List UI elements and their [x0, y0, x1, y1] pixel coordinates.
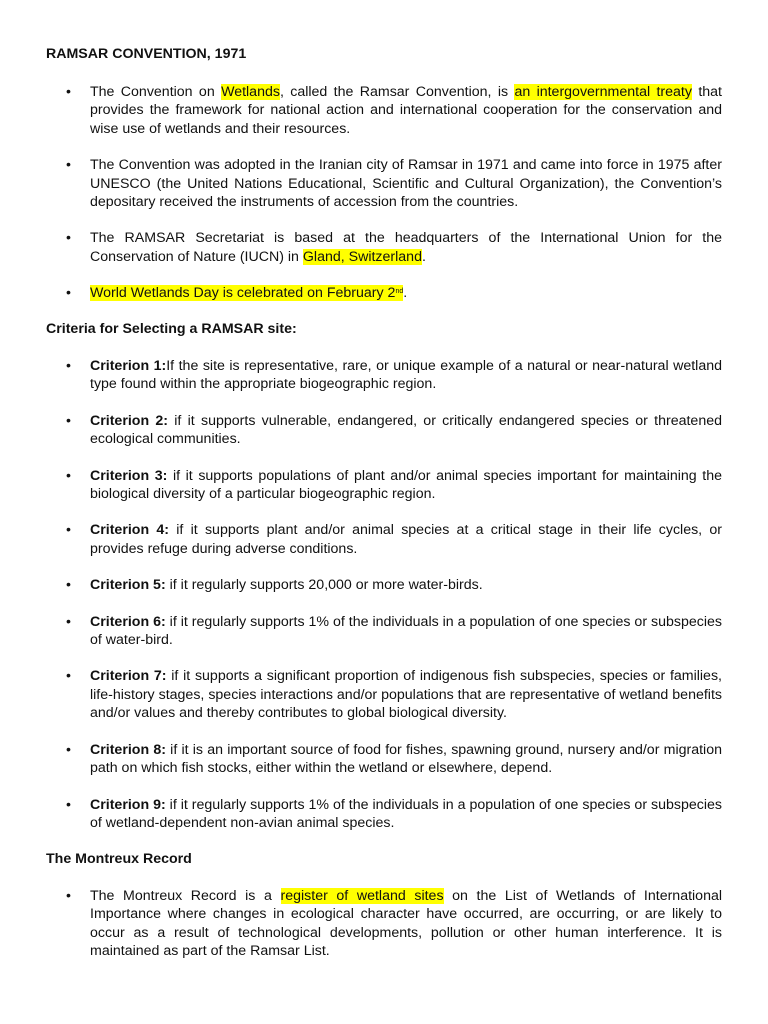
- highlight-register-of-wetland-sites: register of wetland sites: [280, 888, 444, 904]
- list-item: • The Convention was adopted in the Iranian city of Ramsar in 1971 and came into force in 1975 after UNESCO (the United Nations Educational, Scientific and Cultural Organization), the Convention’s depositary received the instruments of accession from the countries.: [66, 157, 722, 211]
- list-item: • Criterion 9: if it regularly supports 1% of the individuals in a population of one species or subspecies of wetland-dependent non-avian animal species.: [66, 796, 722, 831]
- criterion-label: Criterion 2:: [90, 412, 169, 429]
- criterion-label: Criterion 7:: [90, 668, 167, 685]
- bullet-icon: •: [66, 668, 71, 685]
- criterion-label: Criterion 1:: [90, 358, 167, 374]
- bullet-icon: •: [66, 412, 71, 429]
- list-item: • Criterion 1:If the site is representative, rare, or unique example of a natural or near-natural wetland type found within the appropriate biogeographic region.: [66, 358, 722, 393]
- criterion-label: Criterion 4:: [90, 522, 169, 539]
- bullet-icon: •: [66, 358, 71, 374]
- criteria-list: [46, 357, 722, 832]
- highlight-world-wetlands-day: World Wetlands Day is celebrated on February 2nd: [90, 285, 404, 302]
- list-item: • Criterion 4: if it supports plant and/or animal species at a critical stage in their life cycles, or provides refuge during adverse conditions.: [66, 522, 722, 557]
- bullet-icon: •: [66, 285, 71, 302]
- list-item: • Criterion 6: if it regularly supports 1% of the individuals in a population of one species or subspecies of water-bird.: [66, 613, 722, 649]
- section-title-montreux: The Montreux Record: [46, 851, 192, 867]
- montreux-bullet-list: [46, 887, 722, 961]
- highlight-wetlands: Wetlands: [221, 84, 280, 100]
- list-item: • Criterion 8: if it is an important source of food for fishes, spawning ground, nursery and/or migration path on which fish stocks, either within the wetland or elsewhere, depend.: [66, 741, 722, 777]
- highlight-gland-switzerland: Gland, Switzerland: [302, 248, 422, 265]
- list-item: • The RAMSAR Secretariat is based at the headquarters of the International Union for the Conservation of Nature (IUCN) in Gland, Switzerland.: [66, 230, 722, 265]
- list-item: • The Convention on Wetlands, called the Ramsar Convention, is an intergovernmental treaty that provides the framework for national action and international cooperation for the conservation and wise use of wetlands and their resources.: [66, 84, 722, 137]
- criterion-label: Criterion 5:: [90, 577, 166, 594]
- bullet-icon: •: [66, 741, 71, 758]
- bullet-icon: •: [66, 230, 71, 247]
- bullet-icon: •: [66, 888, 71, 904]
- section-title-ramsar: RAMSAR CONVENTION, 1971: [46, 46, 247, 62]
- list-item: • World Wetlands Day is celebrated on February 2nd.: [66, 285, 408, 302]
- bullet-icon: •: [66, 796, 71, 813]
- bullet-icon: •: [66, 577, 71, 594]
- list-item: • The Montreux Record is a register of wetland sites on the List of Wetlands of International Importance where changes in ecological character have occurred, are occurring, or are likely to occur as a result of technological developments, pollution or other human interference. It is maintained as part of the Ramsar List.: [66, 888, 723, 960]
- section-title-criteria: Criteria for Selecting a RAMSAR site:: [46, 321, 297, 337]
- list-item: • Criterion 3: if it supports populations of plant and/or animal species important for maintaining the biological diversity of a particular biogeographic region.: [66, 467, 722, 503]
- criterion-label: Criterion 3:: [90, 467, 168, 484]
- criterion-label: Criterion 6:: [90, 613, 166, 630]
- list-item: • Criterion 2: if it supports vulnerable, endangered, or critically endangered species or threatened ecological communities.: [66, 412, 722, 448]
- list-item: • Criterion 5: if it regularly supports 20,000 or more water-birds.: [66, 577, 483, 594]
- criterion-label: Criterion 9:: [90, 796, 166, 813]
- bullet-icon: •: [66, 157, 71, 174]
- highlight-intergovernmental-treaty: an intergovernmental treaty: [514, 84, 692, 100]
- bullet-icon: •: [66, 613, 71, 630]
- bullet-icon: •: [66, 84, 71, 100]
- bullet-icon: •: [66, 467, 71, 484]
- list-item: • Criterion 7: if it supports a significant proportion of indigenous fish subspecies, species or families, life-history stages, species interactions and/or populations that are representative of wetland benefits and/or values and thereby contributes to global biological diversity.: [66, 668, 722, 722]
- bullet-icon: •: [66, 522, 71, 539]
- ramsar-bullet-list: [46, 83, 722, 303]
- criterion-label: Criterion 8:: [90, 741, 166, 758]
